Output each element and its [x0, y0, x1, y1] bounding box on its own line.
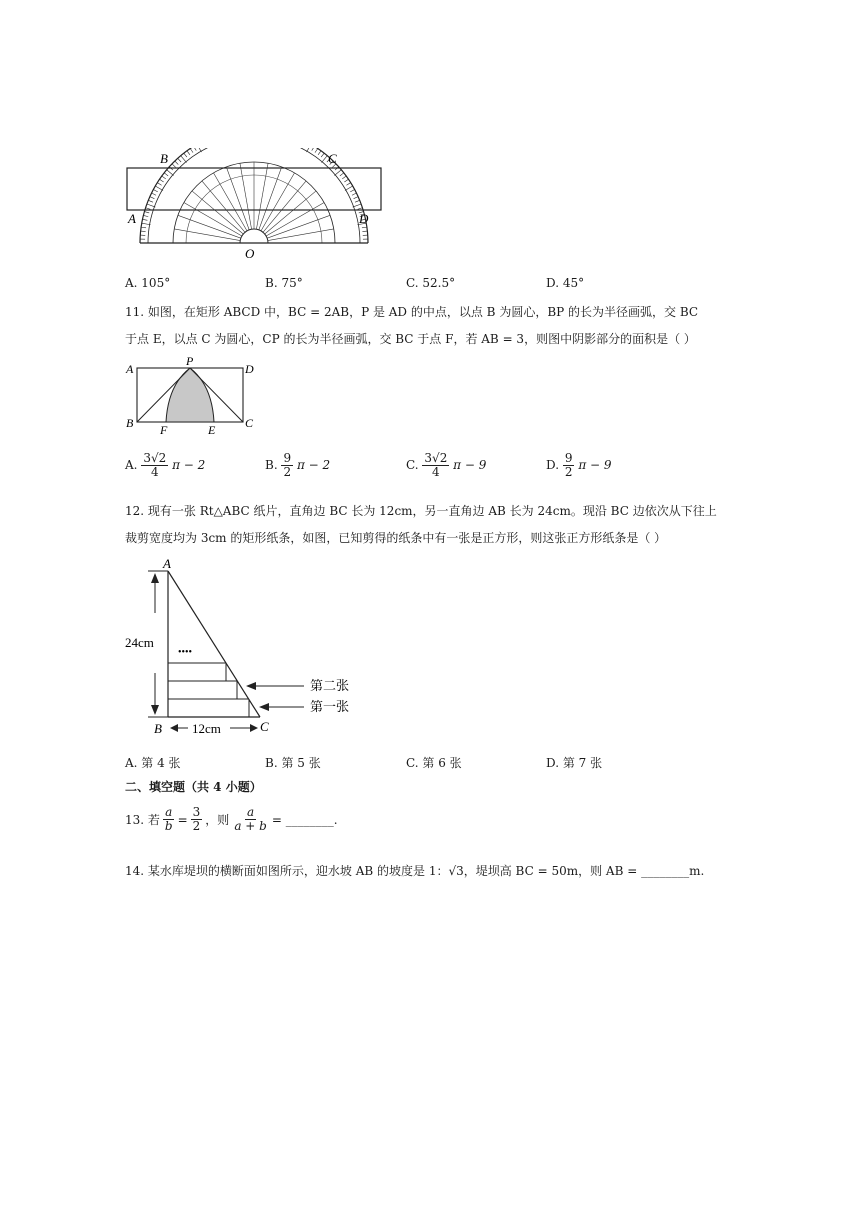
protractor-ray	[240, 163, 252, 229]
q11-option-c[interactable]	[406, 452, 486, 479]
protractor-tick	[344, 179, 348, 182]
q10-option-a[interactable]: A. 105°	[125, 276, 171, 290]
option-letter: C.	[406, 458, 419, 473]
numerator: 3√2	[424, 451, 448, 465]
protractor-tick	[354, 197, 359, 199]
q13-mid: ，则	[205, 813, 230, 828]
fraction	[563, 452, 575, 479]
equals-sign: =	[177, 812, 188, 827]
fig11-label-b: B	[126, 416, 134, 430]
protractor-tick	[362, 227, 367, 228]
protractor-tick	[315, 148, 318, 152]
protractor-tick	[334, 170, 341, 176]
q11-text-line1: 11. 如图，在矩形 ABCD 中，BC = 2AB，P 是 AD 的中点，以点 B 为圆心，BP 的长为半径画弧，交 BC	[125, 305, 699, 319]
q10-option-c[interactable]: C. 52.5°	[406, 276, 456, 290]
fig12-label-c: C	[260, 719, 269, 734]
protractor-tick	[144, 212, 149, 213]
fig12-width-label: 12cm	[192, 721, 221, 736]
protractor-tick	[152, 193, 156, 195]
fraction-a-over-b	[163, 806, 175, 833]
fig12-dots: ••••	[178, 647, 193, 658]
protractor-tick	[321, 153, 324, 157]
q12-text-line2: 裁剪宽度均为 3cm 的矩形纸条，如图，已知剪得的纸条中有一张是正方形，则这张正方形纸条是（ ）	[125, 531, 667, 545]
denominator: a + b	[234, 819, 267, 834]
fraction	[422, 452, 449, 479]
protractor-tick	[146, 208, 151, 210]
q11-option-a[interactable]	[125, 452, 205, 479]
label-d: D	[359, 211, 369, 226]
protractor-tick	[194, 148, 197, 151]
q11-option-b[interactable]	[265, 452, 330, 479]
fig11-label-c: C	[245, 416, 254, 430]
option-letter: B.	[265, 458, 278, 473]
denominator: 4	[432, 465, 440, 480]
label-c: C	[328, 151, 337, 166]
protractor-tick	[148, 200, 153, 202]
section-heading-fill-in: 二、填空题（共 4 小题）	[125, 780, 262, 794]
protractor-ray	[256, 163, 268, 229]
option-letter: D.	[546, 458, 560, 473]
denominator: 2	[283, 465, 292, 480]
q11-text-line2: 于点 E，以点 C 为圆心，CP 的长为半径画弧，交 BC 于点 F，若 AB = 3，则图中阴影部分的面积是（ ）	[125, 332, 696, 346]
q13-prefix: 13. 若	[125, 813, 160, 828]
protractor-tick	[318, 151, 321, 155]
option-tail: π − 2	[296, 458, 331, 473]
fraction	[141, 452, 168, 479]
q13-text	[125, 806, 338, 833]
fraction-a-over-a-plus-b	[232, 806, 269, 833]
fig12-second-strip-label: 第二张	[310, 678, 350, 693]
protractor-tick	[162, 176, 166, 179]
protractor-tick	[142, 223, 151, 225]
protractor-tick	[153, 189, 157, 191]
protractor-tick	[141, 227, 146, 228]
protractor-tick	[167, 170, 174, 176]
q11-option-d[interactable]	[546, 452, 612, 479]
numerator: a	[247, 805, 255, 819]
protractor-tick	[353, 204, 361, 207]
rectangle-arcs-figure	[120, 355, 260, 437]
label-b: B	[160, 151, 168, 166]
protractor-tick	[164, 173, 168, 176]
q12-text-line1: 12. 现有一张 Rt△ABC 纸片，直角边 BC 长为 12cm，另一直角边 AB 长为 24cm。现沿 BC 边依次从下往上	[125, 504, 717, 518]
protractor-tick	[362, 231, 367, 232]
protractor-tick	[159, 179, 163, 182]
numerator: 9	[283, 451, 292, 465]
q12-option-b[interactable]: B. 第 5 张	[265, 756, 321, 770]
protractor-tick	[307, 148, 312, 152]
numerator: 3√2	[143, 451, 167, 465]
q12-option-d[interactable]: D. 第 7 张	[546, 756, 603, 770]
protractor-tick	[147, 204, 155, 207]
protractor-tick	[352, 193, 356, 195]
protractor-tick	[150, 197, 155, 199]
protractor-tick	[155, 186, 163, 191]
protractor-ray	[263, 181, 306, 232]
q12-option-c[interactable]: C. 第 6 张	[406, 756, 462, 770]
label-a: A	[128, 211, 136, 226]
protractor-figure	[118, 148, 388, 263]
protractor-tick	[175, 161, 178, 165]
protractor-tick	[312, 148, 315, 151]
q14-text: 14. 某水库堤坝的横断面如图所示，迎水坡 AB 的坡度是 1：√3，堤坝高 BC = 50m，则 AB = ________m.	[125, 864, 705, 878]
protractor-ray	[178, 215, 241, 238]
protractor-tick	[141, 231, 146, 232]
protractor-tick	[184, 153, 187, 157]
q12-option-a[interactable]: A. 第 4 张	[125, 756, 181, 770]
protractor-tick	[178, 158, 181, 162]
protractor-tick	[197, 148, 202, 152]
fraction-3-over-2	[191, 806, 203, 833]
protractor-ray	[192, 191, 243, 234]
protractor-tick	[142, 219, 147, 220]
protractor-tick	[187, 151, 190, 155]
protractor-tick	[350, 189, 354, 191]
option-tail: π − 2	[172, 458, 206, 473]
label-o: O	[245, 246, 255, 261]
fig12-first-strip-label: 第一张	[310, 699, 350, 714]
fraction	[281, 452, 293, 479]
protractor-ray	[202, 181, 245, 232]
numerator: a	[165, 805, 173, 819]
protractor-tick	[190, 148, 193, 152]
denominator: 2	[564, 465, 573, 480]
protractor-tick	[143, 215, 148, 216]
protractor-tick	[355, 200, 360, 202]
q10-option-d[interactable]: D. 45°	[546, 276, 585, 290]
protractor-ray	[265, 191, 316, 234]
protractor-tick	[321, 156, 327, 163]
fig11-label-f: F	[160, 423, 168, 437]
fig12-label-a: A	[163, 556, 171, 571]
fig11-label-a: A	[126, 362, 134, 376]
fig11-label-e: E	[208, 423, 216, 437]
fig11-label-d: D	[245, 362, 254, 376]
protractor-tick	[181, 156, 187, 163]
q10-option-b[interactable]: B. 75°	[265, 276, 303, 290]
numerator: 3	[192, 805, 201, 819]
protractor-tick	[342, 176, 346, 179]
numerator: 9	[564, 451, 573, 465]
option-tail: π − 9	[578, 458, 612, 473]
protractor-tick	[345, 186, 353, 191]
triangle-strips-figure	[118, 553, 368, 743]
q13-answer-blank[interactable]: = ________.	[271, 812, 338, 827]
protractor-tick	[340, 173, 344, 176]
option-letter: A.	[125, 458, 138, 473]
protractor-ray	[259, 167, 282, 230]
protractor-tick	[172, 164, 176, 167]
protractor-tick	[358, 208, 363, 210]
fig12-height-label: 24cm	[125, 635, 154, 650]
protractor-ray	[268, 229, 334, 241]
protractor-ray	[226, 167, 249, 230]
fig11-label-p: P	[186, 355, 194, 368]
protractor-ray	[174, 229, 240, 241]
protractor-tick	[346, 183, 350, 186]
denominator: 2	[192, 819, 201, 834]
protractor-tick	[157, 183, 161, 186]
fig12-label-b: B	[154, 721, 162, 736]
denominator: 4	[150, 465, 159, 480]
option-tail: π − 9	[453, 458, 487, 473]
protractor-ray	[267, 215, 330, 238]
denominator: b	[164, 819, 173, 834]
